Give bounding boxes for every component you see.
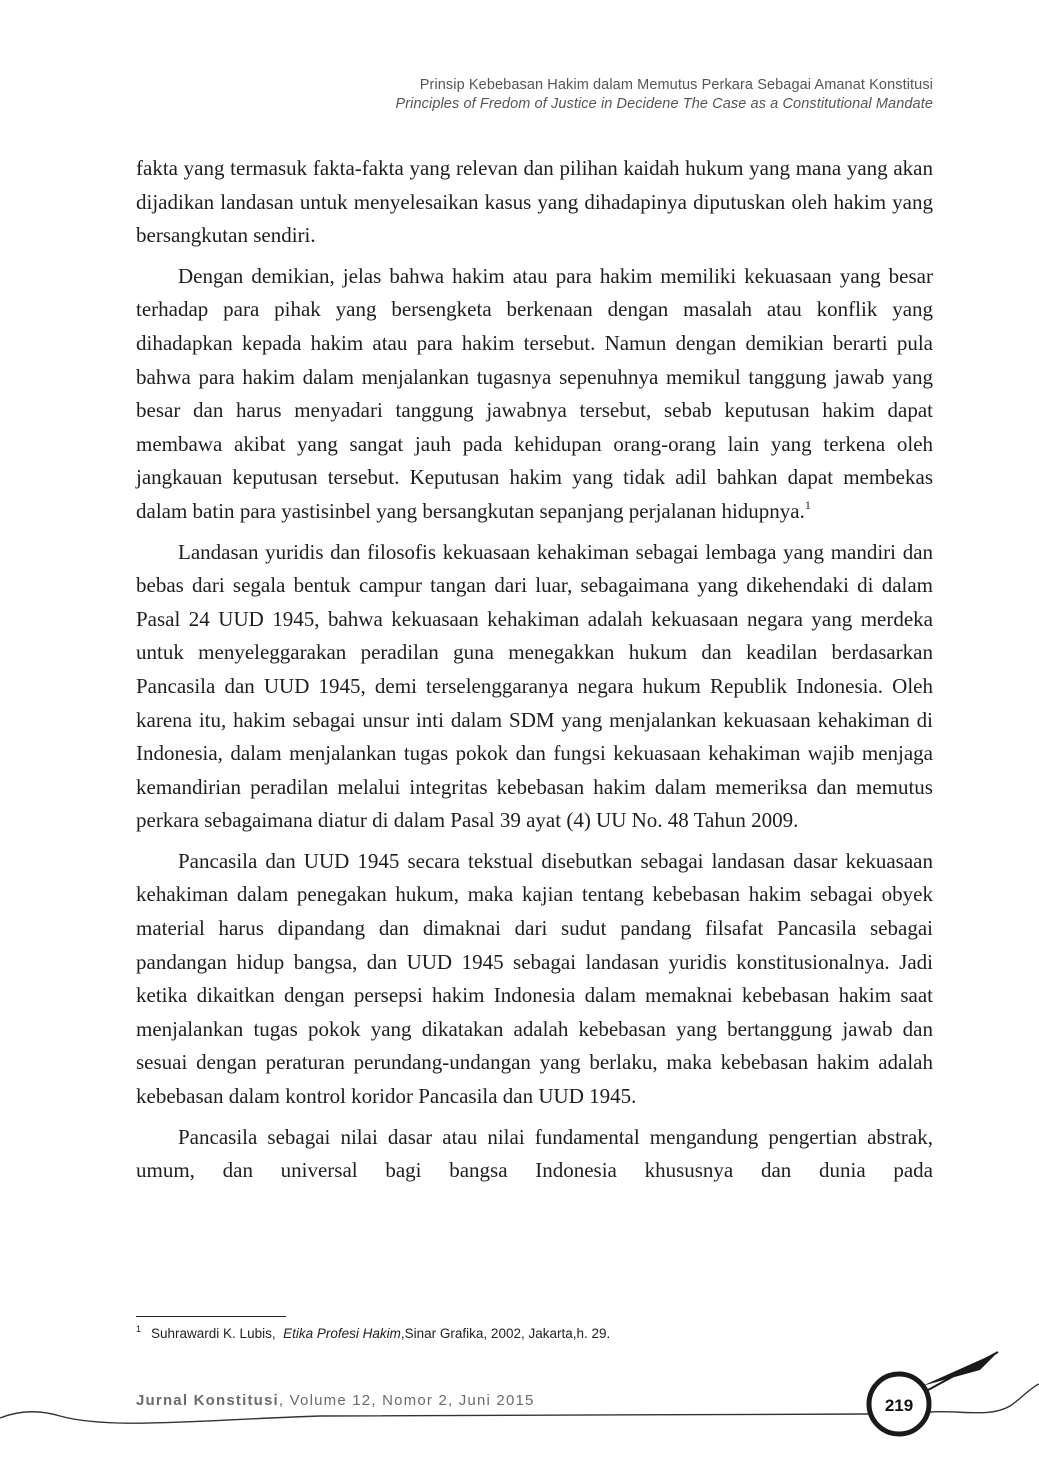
paragraph-3: Landasan yuridis dan filosofis kekuasaan kehakiman sebagai lembaga yang mandiri dan bebas dari segala bentuk campur tangan dari luar, sebagaimana yang dikehendaki di dalam Pasal 24 UUD 1945, bahwa kekuasaan kehakiman adalah kekuasaan negara yang merdeka untuk menyeleggarakan peradilan guna menegakkan hukum dan keadilan berdasarkan Pancasila dan UUD 1945, demi terselenggaranya negara hukum Republik Indonesia. Oleh karena itu, hakim sebagai unsur inti dalam SDM yang menjalankan kekuasaan kehakiman di Indonesia, dalam menjalankan tugas pokok dan fungsi kekuasaan kehakiman wajib menjaga kemandirian peradilan melalui integritas kebebasan hakim dalam memeriksa dan memutus perkara sebagaimana diatur di dalam Pasal 39 ayat (4) UU No. 48 Tahun 2009. (136, 539, 934, 833)
header-title-indonesian: Prinsip Kebebasan Hakim dalam Memutus Perkara Sebagai Amanat Konstitusi (419, 77, 933, 93)
footnote-divider (136, 1316, 286, 1317)
paragraph-1: fakta yang termasuk fakta-fakta yang relevan dan pilihan kaidah hukum yang mana yang akan dijadikan landasan untuk menyelesaikan kasus yang dihadapinya diputuskan oleh hakim yang bersangkutan sendiri. (136, 156, 934, 248)
journal-issue: , Volume 12, Nomor 2, Juni 2015 (278, 1392, 535, 1409)
footnote-reference[interactable]: 1 (804, 497, 811, 512)
paragraph-2: Dengan demikian, jelas bahwa hakim atau para hakim memiliki kekuasaan yang besar terhadap para pihak yang bersengketa berkenaan dengan masalah atau konflik yang dihadapkan kepada hakim atau para hakim tersebut. Namun dengan demikian berarti pula bahwa para hakim dalam menjalankan tugasnya sepenuhnya memikul tanggung jawab yang besar dan harus menyadari tanggung jawabnya tersebut, sebab keputusan hakim dapat membawa akibat yang sangat jauh pada kehidupan orang-orang lain yang terkena oleh jangkauan keputusan tersebut. Keputusan hakim yang tidak adil bahkan dapat membekas dalam batin para yastisinbel yang bersangkutan sepanjang perjalanan hidupnya.$^1$ (136, 263, 934, 523)
footnote-author: Suhrawardi K. Lubis, (151, 1326, 276, 1341)
journal-name: Jurnal Konstitusi (136, 1392, 279, 1409)
journal-footer (136, 1392, 535, 1409)
header-title-english: Principles of Fredom of Justice in Decidene The Case as a Constitutional Mandate (395, 96, 933, 112)
paragraph-5: Pancasila sebagai nilai dasar atau nilai fundamental mengandung pengertian abstrak, umum, dan universal bagi bangsa Indonesia khususnya dan dunia pada (136, 1124, 934, 1183)
footnote-book-title: Etika Profesi Hakim (283, 1326, 401, 1341)
page-number: 219 (884, 1396, 914, 1415)
footnote-number: 1 (136, 1324, 142, 1334)
running-header (395, 76, 933, 114)
paragraph-4: Pancasila dan UUD 1945 secara tekstual disebutkan sebagai landasan dasar kekuasaan kehakiman dalam penegakan hukum, maka kajian tentang kebebasan hakim sebagai obyek material harus dipandang dan dimaknai dari sudut pandang filsafat Pancasila sebagai pandangan hidup bangsa, dan UUD 1945 sebagai landasan yuridis konstitusionalnya. Jadi ketika dikaitkan dengan persepsi hakim Indonesia dalam memaknai kebebasan hakim saat menjalankan tugas pokok yang dikatakan adalah kebebasan yang bertanggung jawab dan sesuai dengan peraturan perundang-undangan yang berlaku, maka kebebasan hakim adalah kebebasan dalam kontrol koridor Pancasila dan UUD 1945. (136, 848, 934, 1109)
article-body (136, 152, 933, 1195)
footnote-publication: ,Sinar Grafika, 2002, Jakarta,h. 29. (400, 1326, 611, 1341)
footnote (136, 1324, 610, 1341)
